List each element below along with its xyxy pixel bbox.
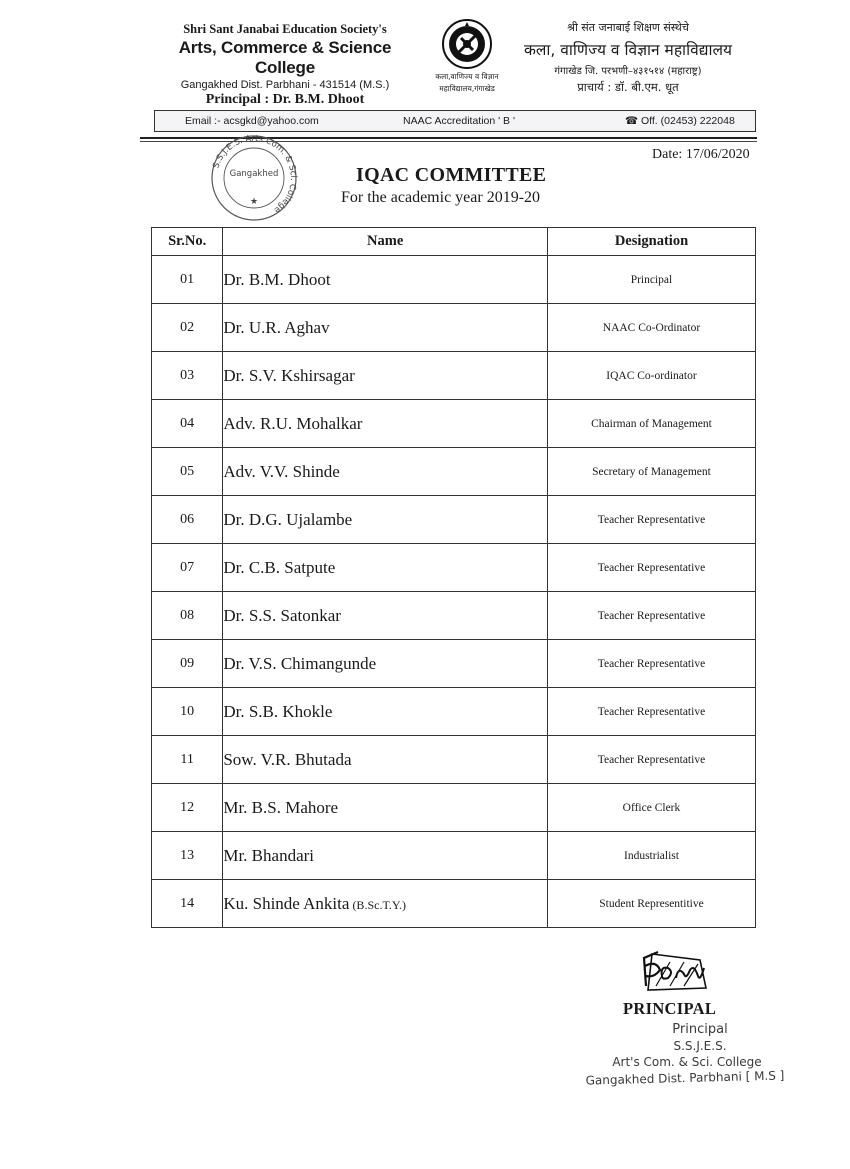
table-row: [152, 784, 756, 832]
stamp-line-1: Principal: [672, 1022, 728, 1037]
office-phone: ☎ Off. (02453) 222048: [625, 115, 735, 127]
table-row: [152, 352, 756, 400]
row-designation: Student Representitive: [547, 880, 755, 928]
row-name: [223, 256, 548, 304]
contact-bar: [154, 110, 756, 132]
college-address: Gangakhed Dist. Parbhani - 431514 (M.S.): [180, 79, 390, 91]
member-name: Sow. V.R. Bhutada: [223, 749, 352, 769]
member-name: Mr. B.S. Mahore: [223, 797, 339, 817]
college-name-marathi: कला, वाणिज्य व विज्ञान महाविद्यालय: [523, 41, 732, 59]
row-designation: Teacher Representative: [547, 688, 755, 736]
document-title: IQAC COMMITTEE: [356, 164, 547, 186]
member-name: Ku. Shinde Ankita: [223, 893, 350, 913]
table-header-row: [152, 228, 756, 256]
college-address-marathi: गंगाखेड जि. परभणी–४३१५१४ (महाराष्ट्र): [554, 66, 702, 77]
row-sr-no: 07: [152, 544, 223, 592]
table-row: [152, 304, 756, 352]
principal-signature: [640, 946, 710, 994]
member-name: Dr. C.B. Satpute: [223, 557, 336, 577]
row-designation: Teacher Representative: [547, 496, 755, 544]
row-name: [223, 736, 548, 784]
member-name: Adv. V.V. Shinde: [223, 461, 340, 481]
row-sr-no: 04: [152, 400, 223, 448]
row-name: [223, 496, 548, 544]
college-logo: [417, 18, 517, 94]
row-name: [223, 640, 548, 688]
row-designation: Teacher Representative: [547, 544, 755, 592]
table-row: [152, 400, 756, 448]
row-sr-no: 02: [152, 304, 223, 352]
row-name: [223, 304, 548, 352]
table-row: [152, 592, 756, 640]
table-row: [152, 640, 756, 688]
college-emblem-icon: [441, 18, 493, 70]
row-name: [223, 544, 548, 592]
seal-star-icon: ★: [249, 196, 259, 206]
table-row: [152, 496, 756, 544]
row-sr-no: 13: [152, 832, 223, 880]
row-name: [223, 448, 548, 496]
principal-title: PRINCIPAL: [623, 999, 717, 1018]
row-designation: NAAC Co-Ordinator: [547, 304, 755, 352]
member-name: Dr. U.R. Aghav: [223, 317, 330, 337]
seal-center-text: Gangakhed: [229, 169, 279, 179]
table-row: [152, 544, 756, 592]
row-sr-no: 05: [152, 448, 223, 496]
letterhead-english: [150, 22, 420, 108]
row-name: [223, 784, 548, 832]
row-name: [223, 352, 548, 400]
row-sr-no: 12: [152, 784, 223, 832]
seal-ring-text: S.S.J.E.S. Arts Com. & Sci. College: [211, 134, 299, 215]
row-name: [223, 592, 548, 640]
naac-accreditation: NAAC Accreditation ' B ': [403, 115, 515, 127]
table-row: [152, 688, 756, 736]
member-suffix: (B.Sc.T.Y.): [349, 897, 406, 912]
principal-name: Principal : Dr. B.M. Dhoot: [205, 92, 365, 107]
stamp-line-3: Art's Com. & Sci. College: [612, 1055, 762, 1069]
committee-table: [151, 227, 756, 928]
row-name: [223, 688, 548, 736]
row-designation: Teacher Representative: [547, 640, 755, 688]
row-sr-no: 08: [152, 592, 223, 640]
row-sr-no: 03: [152, 352, 223, 400]
row-designation: Principal: [547, 256, 755, 304]
header-designation: Designation: [547, 228, 755, 256]
row-designation: Office Clerk: [547, 784, 755, 832]
table-row: [152, 256, 756, 304]
society-name-marathi: श्री संत जनाबाई शिक्षण संस्थेचे: [567, 21, 689, 34]
document-date: Date: 17/06/2020: [652, 147, 750, 162]
table-row: [152, 736, 756, 784]
principal-name-marathi: प्राचार्य : डॉ. बी.एम. धूत: [577, 80, 679, 94]
header-sr-no: Sr.No.: [152, 228, 223, 256]
member-name: Adv. R.U. Mohalkar: [223, 413, 363, 433]
letterhead-marathi: [508, 20, 748, 95]
member-name: Dr. B.M. Dhoot: [223, 269, 331, 289]
header-name: Name: [223, 228, 548, 256]
member-name: Dr. S.S. Satonkar: [223, 605, 341, 625]
row-designation: Secretary of Management: [547, 448, 755, 496]
member-name: Dr. S.B. Khokle: [223, 701, 333, 721]
row-sr-no: 01: [152, 256, 223, 304]
member-name: Dr. D.G. Ujalambe: [223, 509, 353, 529]
table-row: [152, 880, 756, 928]
member-name: Mr. Bhandari: [223, 845, 314, 865]
stamp-line-4: Gangakhed Dist. Parbhani [ M.S ]: [585, 1068, 785, 1088]
row-designation: Teacher Representative: [547, 736, 755, 784]
row-sr-no: 09: [152, 640, 223, 688]
row-sr-no: 11: [152, 736, 223, 784]
table-row: [152, 448, 756, 496]
row-designation: Industrialist: [547, 832, 755, 880]
stamp-line-2: S.S.J.E.S.: [673, 1039, 727, 1053]
table-row: [152, 832, 756, 880]
society-name: Shri Sant Janabai Education Society's: [183, 22, 387, 36]
row-name: [223, 832, 548, 880]
contact-email: Email :- acsgkd@yahoo.com: [185, 115, 319, 127]
row-name: [223, 400, 548, 448]
document-subtitle: For the academic year 2019-20: [341, 189, 541, 206]
college-seal: [199, 134, 309, 222]
row-designation: Chairman of Management: [547, 400, 755, 448]
logo-caption-line2: महाविद्यालय,गंगाखेड: [439, 84, 495, 93]
principal-stamp: [580, 1022, 790, 1086]
row-designation: IQAC Co-ordinator: [547, 352, 755, 400]
row-name: [223, 880, 548, 928]
college-name: Arts, Commerce & Science College: [178, 38, 392, 77]
member-name: Dr. S.V. Kshirsagar: [223, 365, 355, 385]
row-sr-no: 06: [152, 496, 223, 544]
row-sr-no: 10: [152, 688, 223, 736]
row-designation: Teacher Representative: [547, 592, 755, 640]
logo-caption-line1: कला,वाणिज्य व विज्ञान: [435, 72, 499, 81]
row-sr-no: 14: [152, 880, 223, 928]
member-name: Dr. V.S. Chimangunde: [223, 653, 377, 673]
